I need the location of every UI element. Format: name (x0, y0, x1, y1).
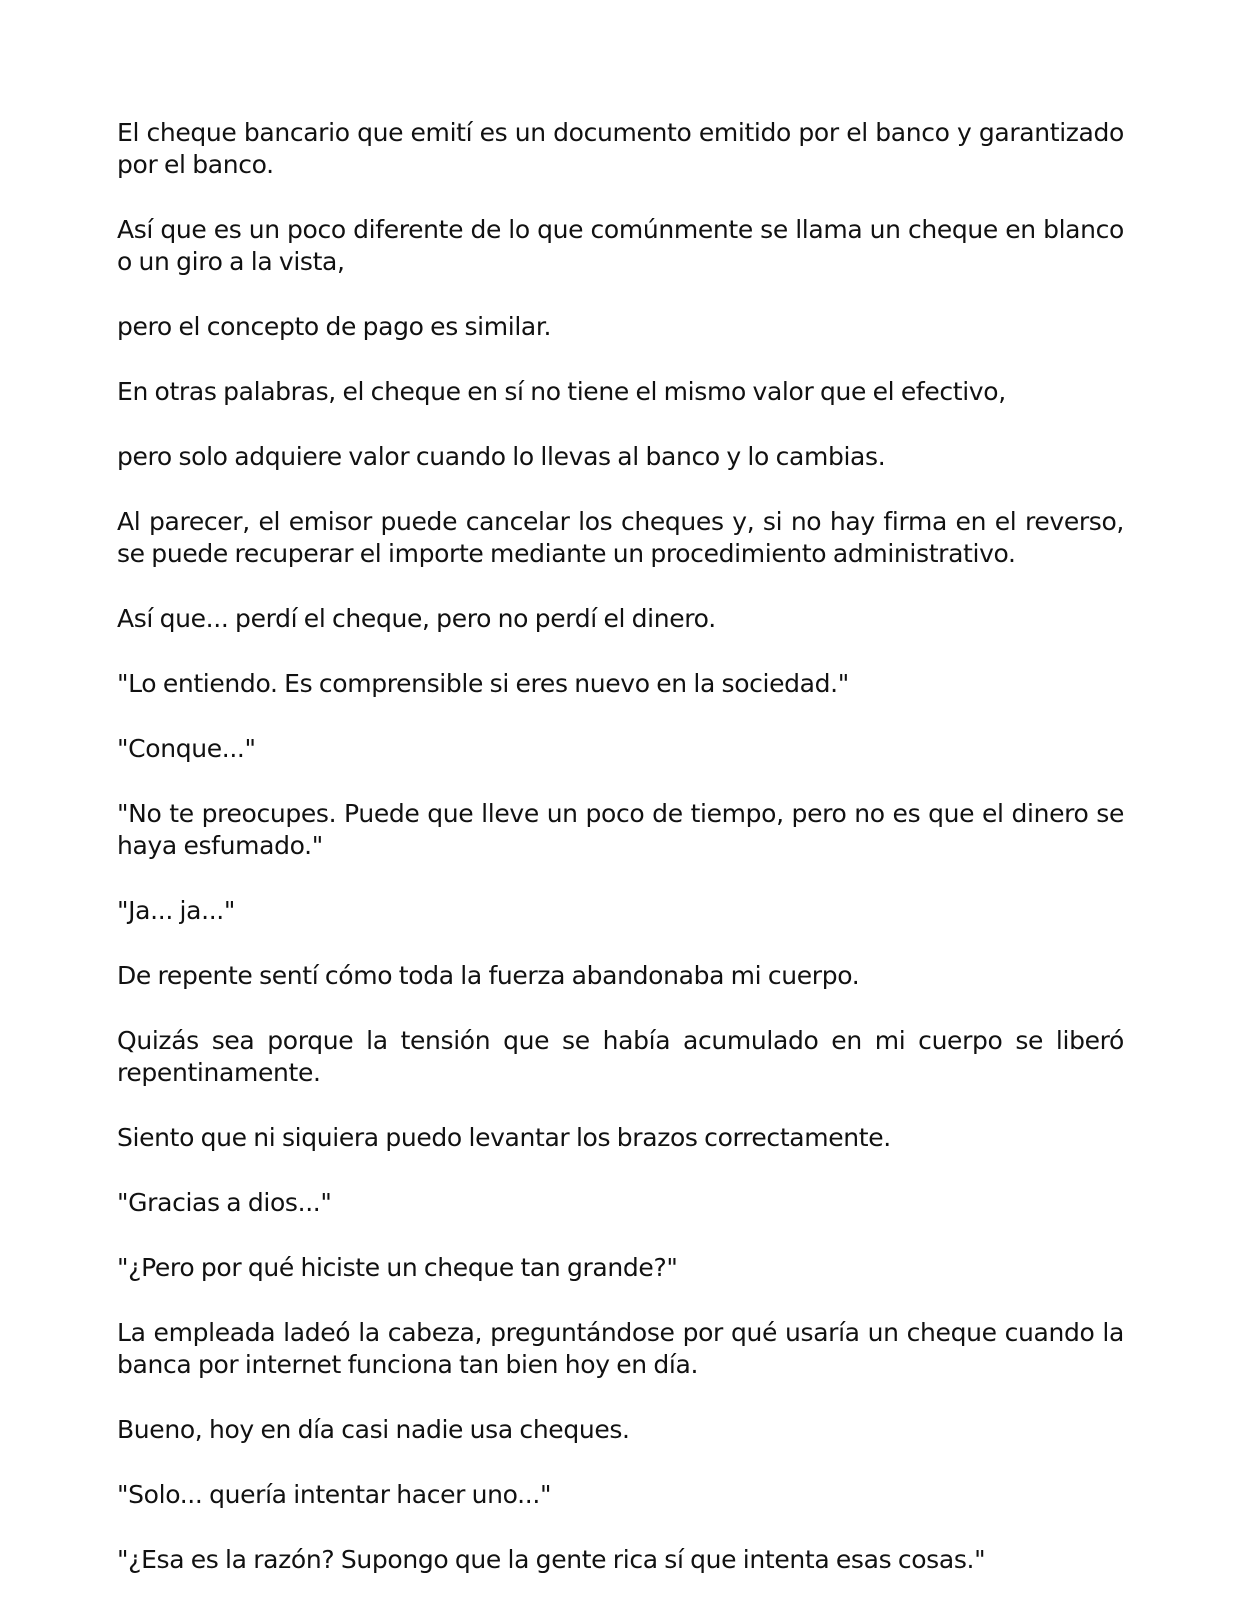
paragraph-19: "Solo... quería intentar hacer uno..." (117, 1480, 552, 1509)
paragraph-20: "¿Esa es la razón? Supongo que la gente rica sí que intenta esas cosas." (117, 1545, 986, 1574)
paragraph-11: "Ja... ja..." (117, 896, 236, 925)
paragraph-9: "Conque..." (117, 734, 256, 763)
document-body (117, 117, 1124, 1609)
paragraph-14: Siento que ni siquiera puedo levantar los brazos correctamente. (117, 1123, 891, 1152)
paragraph-6: Al parecer, el emisor puede cancelar los cheques y, si no hay firma en el reverso, se puede recuperar el importe mediante un procedimiento administrativo. (117, 507, 1124, 568)
paragraph-3: pero el concepto de pago es similar. (117, 312, 552, 341)
paragraph-15: "Gracias a dios..." (117, 1188, 332, 1217)
paragraph-8: "Lo entiendo. Es comprensible si eres nuevo en la sociedad." (117, 669, 849, 698)
paragraph-7: Así que... perdí el cheque, pero no perdí el dinero. (117, 604, 716, 633)
paragraph-17: La empleada ladeó la cabeza, preguntándose por qué usaría un cheque cuando la banca por internet funciona tan bien hoy en día. (117, 1318, 1124, 1379)
paragraph-4: En otras palabras, el cheque en sí no tiene el mismo valor que el efectivo, (117, 377, 1006, 406)
paragraph-18: Bueno, hoy en día casi nadie usa cheques. (117, 1415, 630, 1444)
paragraph-10: "No te preocupes. Puede que lleve un poco de tiempo, pero no es que el dinero se haya esfumado." (117, 799, 1124, 860)
paragraph-12: De repente sentí cómo toda la fuerza abandonaba mi cuerpo. (117, 961, 860, 990)
paragraph-13: Quizás sea porque la tensión que se había acumulado en mi cuerpo se liberó repentinamente. (117, 1026, 1124, 1087)
paragraph-2: Así que es un poco diferente de lo que comúnmente se llama un cheque en blanco o un giro a la vista, (117, 215, 1124, 276)
paragraph-5: pero solo adquiere valor cuando lo llevas al banco y lo cambias. (117, 442, 886, 471)
paragraph-1: El cheque bancario que emití es un documento emitido por el banco y garantizado por el banco. (117, 118, 1124, 179)
paragraph-16: "¿Pero por qué hiciste un cheque tan grande?" (117, 1253, 678, 1282)
